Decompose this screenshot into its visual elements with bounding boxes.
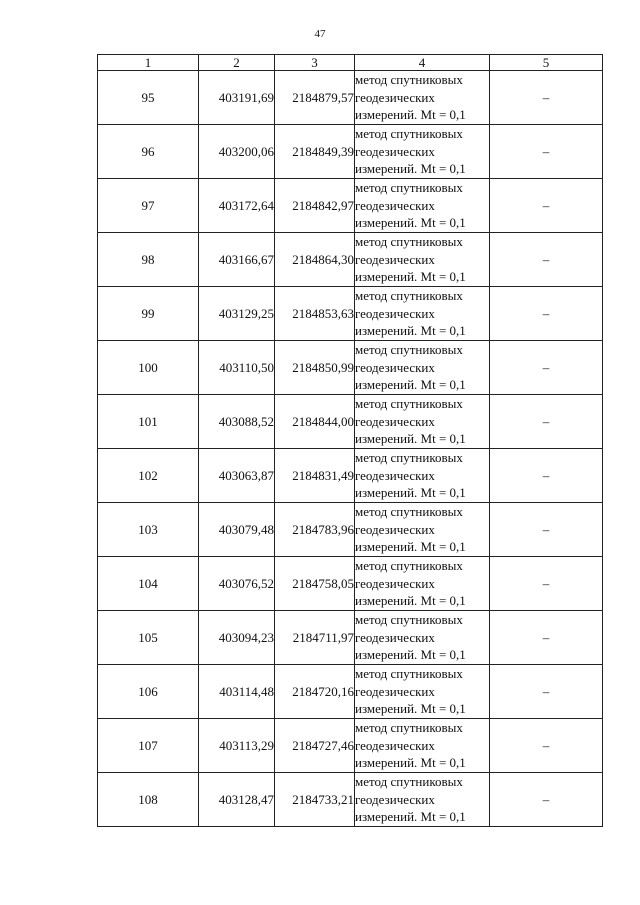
coordinate-x: 403114,48 bbox=[199, 665, 275, 719]
method-line-3: измерений. Mt = 0,1 bbox=[355, 701, 466, 717]
method-line-1: метод спутниковых bbox=[355, 612, 463, 628]
column-5-value: – bbox=[490, 611, 603, 665]
method-line-1: метод спутниковых bbox=[355, 666, 463, 682]
table-row bbox=[98, 557, 603, 611]
method-cell bbox=[355, 773, 490, 827]
method-line-3: измерений. Mt = 0,1 bbox=[355, 431, 466, 447]
point-number: 105 bbox=[98, 611, 199, 665]
coordinate-y: 2184844,00 bbox=[275, 395, 355, 449]
method-line-2: геодезических bbox=[355, 629, 435, 645]
column-5-value: – bbox=[490, 719, 603, 773]
method-line-3: измерений. Mt = 0,1 bbox=[355, 161, 466, 177]
table-row bbox=[98, 611, 603, 665]
method-cell bbox=[355, 719, 490, 773]
coordinate-x: 403191,69 bbox=[199, 71, 275, 125]
point-number: 98 bbox=[98, 233, 199, 287]
method-cell bbox=[355, 179, 490, 233]
method-line-1: метод спутниковых bbox=[355, 234, 463, 250]
method-line-2: геодезических bbox=[355, 521, 435, 537]
coordinate-y: 2184864,30 bbox=[275, 233, 355, 287]
method-line-2: геодезических bbox=[355, 143, 435, 159]
coordinate-x: 403172,64 bbox=[199, 179, 275, 233]
coordinate-y: 2184850,99 bbox=[275, 341, 355, 395]
table-body bbox=[98, 71, 603, 827]
method-line-3: измерений. Mt = 0,1 bbox=[355, 485, 466, 501]
header-col-3: 3 bbox=[275, 55, 355, 71]
method-line-1: метод спутниковых bbox=[355, 504, 463, 520]
coordinate-y: 2184842,97 bbox=[275, 179, 355, 233]
column-5-value: – bbox=[490, 233, 603, 287]
point-number: 96 bbox=[98, 125, 199, 179]
table-row bbox=[98, 125, 603, 179]
coordinate-y: 2184831,49 bbox=[275, 449, 355, 503]
column-5-value: – bbox=[490, 341, 603, 395]
point-number: 103 bbox=[98, 503, 199, 557]
method-line-1: метод спутниковых bbox=[355, 126, 463, 142]
coordinates-table bbox=[97, 54, 603, 827]
method-line-1: метод спутниковых bbox=[355, 342, 463, 358]
method-line-2: геодезических bbox=[355, 467, 435, 483]
method-line-1: метод спутниковых bbox=[355, 450, 463, 466]
method-cell bbox=[355, 557, 490, 611]
method-cell bbox=[355, 287, 490, 341]
column-5-value: – bbox=[490, 503, 603, 557]
method-line-2: геодезических bbox=[355, 251, 435, 267]
coordinate-y: 2184758,05 bbox=[275, 557, 355, 611]
column-5-value: – bbox=[490, 449, 603, 503]
table-header-row bbox=[98, 55, 603, 71]
method-cell bbox=[355, 665, 490, 719]
point-number: 102 bbox=[98, 449, 199, 503]
method-line-2: геодезических bbox=[355, 359, 435, 375]
coordinate-y: 2184727,46 bbox=[275, 719, 355, 773]
coordinate-x: 403113,29 bbox=[199, 719, 275, 773]
point-number: 106 bbox=[98, 665, 199, 719]
table-row bbox=[98, 503, 603, 557]
method-line-2: геодезических bbox=[355, 791, 435, 807]
table-row bbox=[98, 719, 603, 773]
coordinate-x: 403129,25 bbox=[199, 287, 275, 341]
method-line-3: измерений. Mt = 0,1 bbox=[355, 269, 466, 285]
coordinate-x: 403200,06 bbox=[199, 125, 275, 179]
method-line-2: геодезических bbox=[355, 197, 435, 213]
point-number: 108 bbox=[98, 773, 199, 827]
coordinate-x: 403088,52 bbox=[199, 395, 275, 449]
table-row bbox=[98, 233, 603, 287]
method-line-3: измерений. Mt = 0,1 bbox=[355, 593, 466, 609]
coordinate-y: 2184711,97 bbox=[275, 611, 355, 665]
method-cell bbox=[355, 125, 490, 179]
coordinate-x: 403166,67 bbox=[199, 233, 275, 287]
coordinate-x: 403128,47 bbox=[199, 773, 275, 827]
method-line-2: геодезических bbox=[355, 305, 435, 321]
point-number: 107 bbox=[98, 719, 199, 773]
table-row bbox=[98, 71, 603, 125]
coordinate-y: 2184783,96 bbox=[275, 503, 355, 557]
coordinate-x: 403094,23 bbox=[199, 611, 275, 665]
table-row bbox=[98, 449, 603, 503]
table-row bbox=[98, 179, 603, 233]
table-row bbox=[98, 287, 603, 341]
column-5-value: – bbox=[490, 71, 603, 125]
coordinate-y: 2184720,16 bbox=[275, 665, 355, 719]
method-line-1: метод спутниковых bbox=[355, 72, 463, 88]
column-5-value: – bbox=[490, 125, 603, 179]
table-row bbox=[98, 665, 603, 719]
header-col-5: 5 bbox=[490, 55, 603, 71]
column-5-value: – bbox=[490, 179, 603, 233]
point-number: 100 bbox=[98, 341, 199, 395]
method-cell bbox=[355, 341, 490, 395]
method-cell bbox=[355, 449, 490, 503]
method-line-1: метод спутниковых bbox=[355, 180, 463, 196]
table-row bbox=[98, 395, 603, 449]
coordinate-y: 2184849,39 bbox=[275, 125, 355, 179]
point-number: 99 bbox=[98, 287, 199, 341]
header-col-4: 4 bbox=[355, 55, 490, 71]
method-line-2: геодезических bbox=[355, 737, 435, 753]
point-number: 101 bbox=[98, 395, 199, 449]
page-number: 47 bbox=[314, 28, 326, 40]
method-line-3: измерений. Mt = 0,1 bbox=[355, 539, 466, 555]
coordinate-x: 403063,87 bbox=[199, 449, 275, 503]
table-row bbox=[98, 773, 603, 827]
method-cell bbox=[355, 503, 490, 557]
method-cell bbox=[355, 71, 490, 125]
coordinate-y: 2184879,57 bbox=[275, 71, 355, 125]
method-line-2: геодезических bbox=[355, 89, 435, 105]
method-line-3: измерений. Mt = 0,1 bbox=[355, 215, 466, 231]
method-line-1: метод спутниковых bbox=[355, 396, 463, 412]
method-line-2: геодезических bbox=[355, 575, 435, 591]
coordinate-y: 2184733,21 bbox=[275, 773, 355, 827]
method-line-1: метод спутниковых bbox=[355, 720, 463, 736]
coordinate-x: 403110,50 bbox=[199, 341, 275, 395]
point-number: 95 bbox=[98, 71, 199, 125]
coordinate-y: 2184853,63 bbox=[275, 287, 355, 341]
method-line-3: измерений. Mt = 0,1 bbox=[355, 647, 466, 663]
method-cell bbox=[355, 395, 490, 449]
header-col-2: 2 bbox=[199, 55, 275, 71]
column-5-value: – bbox=[490, 665, 603, 719]
method-line-3: измерений. Mt = 0,1 bbox=[355, 377, 466, 393]
coordinate-x: 403076,52 bbox=[199, 557, 275, 611]
method-cell bbox=[355, 611, 490, 665]
method-line-3: измерений. Mt = 0,1 bbox=[355, 755, 466, 771]
header-col-1: 1 bbox=[98, 55, 199, 71]
method-line-1: метод спутниковых bbox=[355, 288, 463, 304]
column-5-value: – bbox=[490, 395, 603, 449]
column-5-value: – bbox=[490, 557, 603, 611]
method-line-1: метод спутниковых bbox=[355, 558, 463, 574]
method-line-3: измерений. Mt = 0,1 bbox=[355, 323, 466, 339]
method-line-3: измерений. Mt = 0,1 bbox=[355, 809, 466, 825]
coordinate-x: 403079,48 bbox=[199, 503, 275, 557]
method-line-1: метод спутниковых bbox=[355, 774, 463, 790]
method-line-3: измерений. Mt = 0,1 bbox=[355, 107, 466, 123]
column-5-value: – bbox=[490, 287, 603, 341]
table-row bbox=[98, 341, 603, 395]
method-line-2: геодезических bbox=[355, 683, 435, 699]
method-line-2: геодезических bbox=[355, 413, 435, 429]
method-cell bbox=[355, 233, 490, 287]
point-number: 97 bbox=[98, 179, 199, 233]
point-number: 104 bbox=[98, 557, 199, 611]
column-5-value: – bbox=[490, 773, 603, 827]
